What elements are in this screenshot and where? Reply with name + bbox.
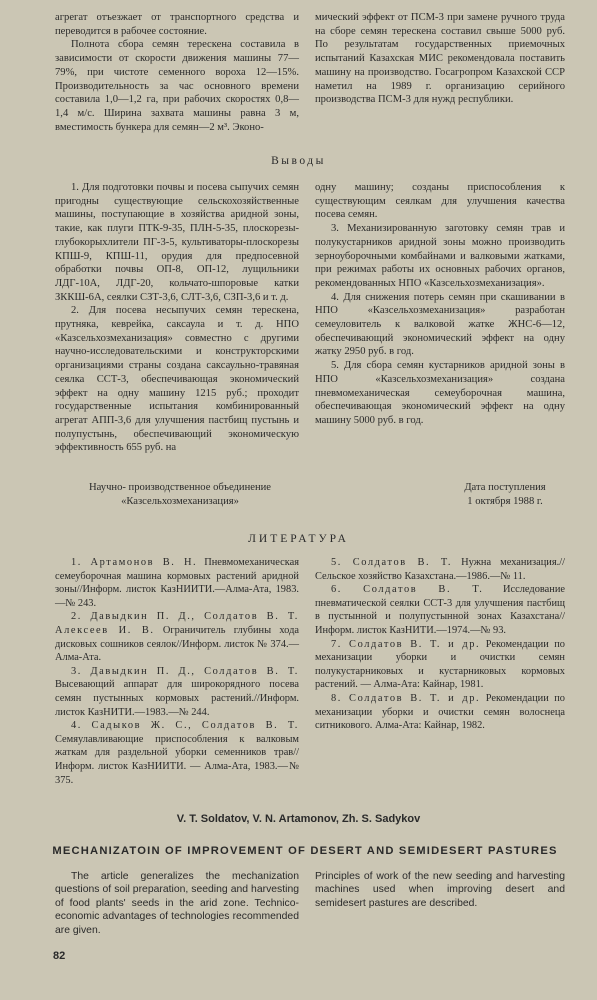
section-heading-conclusions: Выводы [271,155,326,167]
reference-text: Семяулавливающие приспособления к валковым жаткам для раздельной уборки семенников трав//Информ. листок КазНИИТИ. — Алма-Ата, 1983.—№ 375. [55,733,299,786]
reference-item [315,638,565,692]
reference-item [315,556,565,583]
organization-line: «Казсельхозмеханизация» [121,495,239,507]
reference-item [55,719,299,787]
paragraph: агрегат отъезжает от транспортного средства и переводится в рабочее состояние. [55,12,299,37]
section-heading-literature: ЛИТЕРАТУРА [248,533,349,545]
english-right-column [315,870,565,910]
abstract-text: The article generalizes the mechanization questions of soil preparation, seeding and harvesting of food plants' seeds in the arid zone. Technico-economic advantages of technologies recommended are given. [55,871,299,936]
reference-authors: 6. Солдатов В. Т. [331,584,484,596]
reference-item [55,665,299,719]
reference-text: Исследование пневматической сеялки ССТ-3 для улучшения пастбищ в пустынной и полупустынной зонах Казахстана//Информ. листок КазНИТИ.—1974.—№ 93. [315,584,565,636]
date-value: 1 октября 1988 г. [467,495,543,507]
reference-text: Рекомендации по механизации уборки и очистки семян волоснеца ситникового. Алма-Ата: Кайнар, 1982. [315,692,565,732]
top-left-column [55,11,299,134]
page-number: 82 [53,950,66,962]
reference-item [315,583,565,637]
reference-text: Ограничитель глубины хода дисковых сошников сеялок//Информ. листок № 374.—Алма-Ата. [55,624,299,664]
paragraph: 2. Для посева несыпучих семян терескена, прутняка, кеврейка, саксаула и т. д. НПО «Казсельхозмеханизация» совместно с другими научно-исследовательскими и конструкторскими организациями страны создана саксаульно-травяная сеялка ССТ-3, обеспечивающая экономический эффект на одну машину 1215 руб.; проходит государственные испытания комбинированный агрегат АПП-3,6 для улучшения пастбищ пустынь и полупустынь, обеспечивающий экономическую эффективность 655 руб. на [55,305,299,454]
conclusions-left-column [55,181,299,455]
organization-line: Научно- производственное объединение [88,482,272,493]
english-authors: V. T. Soldatov, V. N. Artamonov, Zh. S. Sadykov [176,813,421,825]
paragraph: 4. Для снижения потерь семян при скашивании в НПО «Казсельхозмеханизация» разработан семеуловитель к валковой жатке ЖНС-6—12, обеспечивающий экономический эффект на одну жатку 2950 руб. в год. [315,291,565,358]
english-left-column [55,870,299,937]
conclusions-right-column [315,181,565,428]
english-title: MECHANIZATOIN OF IMPROVEMENT OF DESERT AND SEMIDESERT PASTURES [52,845,558,857]
literature-right-column [315,556,565,733]
reference-text: Нужна механизация.//Сельское хозяйство Казахстана.—1986.—№ 11. [315,557,566,582]
paragraph: 1. Для подготовки почвы и посева сыпучих семян пригодны существующие сельскохозяйственные машины, поступающие в хозяйства аридной зоны, такие, как плуги ПТК-9-35, ПЛН-5-35, плоскорезы-глубокорыхлители ПГ-3-5, культиваторы-плоскорезы КПШ-9, КПШ-11, орудия для предпосевной обработки почвы ОП-8, ОП-12, лущильники ЛДГ-10А, ЛДГ-20, кольчато-шпоровые катки ЗККШ-6А, сеялки СЗТ-3,6, СЛТ-3,6, СЗП-3,6 и т. д. [55,182,299,303]
reference-authors: 8. Солдатов В. Т. и др. [331,692,481,704]
reference-item [55,556,299,610]
paragraph: одну машину; созданы приспособления к существующим сеялкам для улучшения качества посева семян. [315,182,565,221]
paragraph: 3. Механизированную заготовку семян трав и полукустарников аридной зоны можно производить зерноуборочными комбайнами и валковыми жатками, при режимах работы их основных рабочих органов, рекомендованных НПО «Казсельхозмеханизация». [315,223,565,289]
reference-text: Рекомендации по механизации уборки и очистки семян полукустарниковых и кустарниковых кормовых растений. — Алма-Ата: Кайнар, 1981. [315,638,565,691]
reference-text: Высевающий аппарат для широкорядного посева семян пустынных кормовых растений.//Информ. листок КазНИТИ.—1983.—№ 244. [55,679,299,718]
reference-text: Пневмомеханическая семеуборочная машина кормовых растений аридной зоны//Информ. листок КазНИИТИ.—Алма-Ата, 1983.—№ 243. [55,557,299,609]
received-date [440,481,570,508]
literature-left-column [55,556,299,787]
paragraph: 5. Для сбора семян кустарников аридной зоны в НПО «Казсельхозмеханизация» создана пневмомеханическая семеуборочная машина, обеспечивающая экономический эффект на одну машину 5000 руб. в год. [315,360,565,426]
paragraph: мический эффект от ПСМ-3 при замене ручного труда на сборе семян терескена составил свыше 5000 руб. По результатам государственных приемочных испытаний Казахская МИС рекомендовала поставить машину на производство. Госагропром Казахской ССР наметил на 1989 г. организацию серийного производства ПСМ-3 для нужд республики. [315,12,565,106]
top-right-column [315,11,565,107]
reference-authors: 4. Садыков Ж. С., Солдатов В. Т. [71,720,299,732]
reference-authors: 3. Давыдкин П. Д., Солдатов В. Т. [71,665,299,677]
organization-signature [70,481,290,508]
date-label: Дата поступления [464,482,546,493]
reference-authors: 1. Артамонов В. Н. [71,557,198,568]
abstract-text: Principles of work of the new seeding and harvesting machines used when improving desert and semidesert pastures are described. [315,871,565,909]
reference-authors: 7. Солдатов В. Т. и др. [331,638,481,650]
paragraph: Полнота сбора семян терескена составила в зависимости от скорости движения машины 77—79%, при чистоте семенного вороха 12—15%. Производительность за час основного времени составила 1,0—1,2 га, при рабочих скоростях 0,8—1,4 м/с. Ширина захвата машины равна 3 м, вместимость бункера для семян—2 м³. Эконо- [55,39,299,133]
reference-item [315,692,565,733]
reference-authors: 5. Солдатов В. Т. [331,557,453,568]
reference-authors: 2. Давыдкин П. Д., Солдатов В. Т. Алексеев И. В. [55,611,299,636]
reference-item [55,610,299,664]
